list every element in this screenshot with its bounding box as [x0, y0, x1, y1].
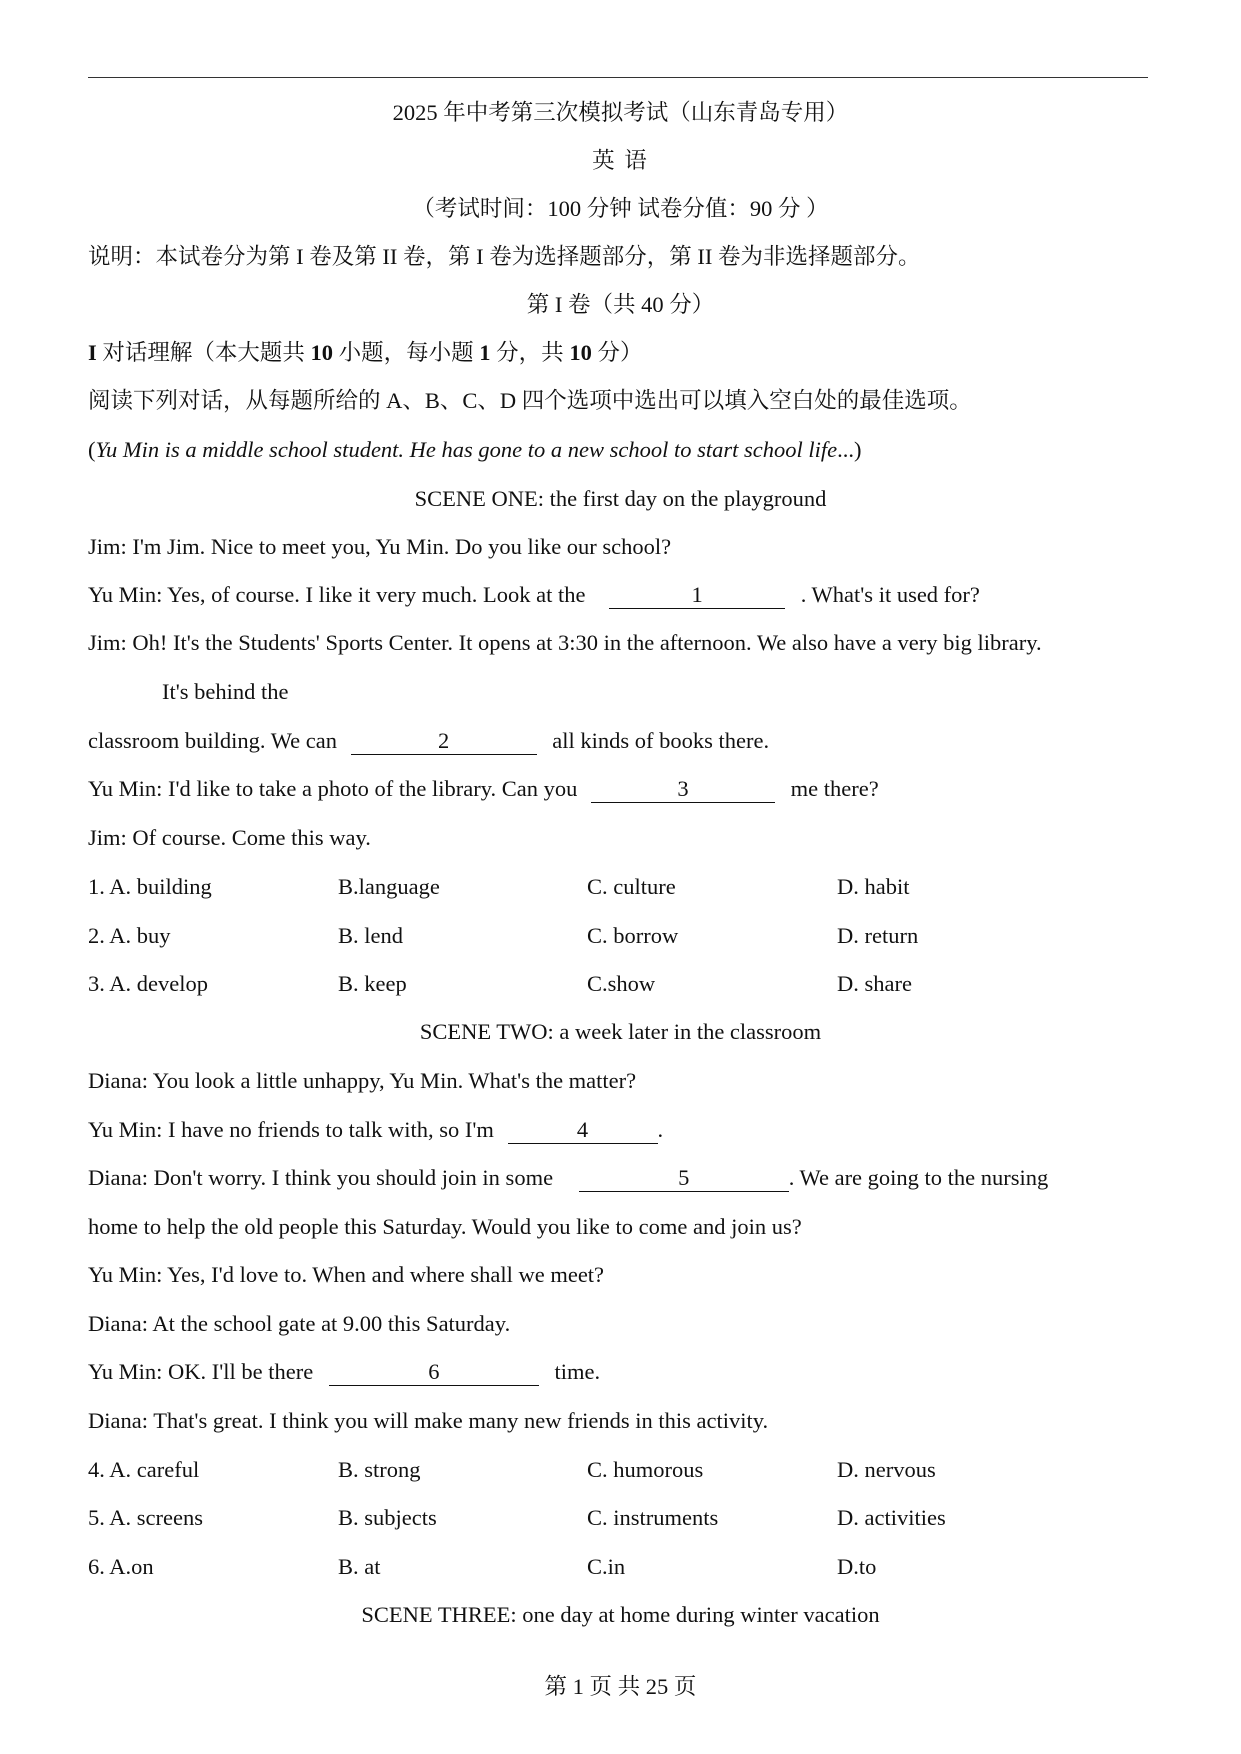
points-each: 1	[479, 340, 491, 365]
option-2b[interactable]: B. lend	[338, 923, 403, 948]
dialogue-line: Diana: At the school gate at 9.00 this Saturday.	[88, 1311, 511, 1336]
option-2a[interactable]: 2. A. buy	[88, 923, 171, 948]
dialogue-intro	[88, 435, 862, 465]
option-3c[interactable]: C.show	[587, 971, 656, 996]
exam-note: 说明：本试卷分为第 I 卷及第 II 卷，第 I 卷为选择题部分，第 II 卷为非选择题部分。	[88, 244, 921, 269]
part-title: 第 I 卷（共 40 分）	[526, 292, 715, 317]
blank-2[interactable]: 2	[351, 728, 537, 755]
dialogue-text: Yu Min: I have no friends to talk with, so I'm	[88, 1117, 494, 1142]
option-4d[interactable]: D. nervous	[837, 1457, 936, 1482]
scene-three-title: SCENE THREE: one day at home during winter vacation	[361, 1602, 880, 1627]
option-6b[interactable]: B. at	[338, 1554, 381, 1579]
dialogue-text: .	[657, 1117, 664, 1142]
dialogue-line: Jim: I'm Jim. Nice to meet you, Yu Min. Do you like our school?	[88, 534, 672, 559]
dialogue-line	[88, 774, 879, 804]
question-count: 10	[310, 340, 334, 365]
page-number: 第 1 页 共 25 页	[544, 1674, 697, 1699]
intro-text: Yu Min is a middle school student. He has gone to a new school to start school life	[95, 437, 838, 462]
dialogue-line: Jim: Of course. Come this way.	[88, 825, 371, 850]
section-heading-text: 分）	[597, 340, 643, 365]
dialogue-line: Diana: You look a little unhappy, Yu Min. What's the matter?	[88, 1068, 637, 1093]
intro-paren: ...)	[837, 437, 862, 462]
option-1d[interactable]: D. habit	[837, 874, 910, 899]
dialogue-text: Yu Min: OK. I'll be there	[88, 1359, 314, 1384]
option-6d[interactable]: D.to	[837, 1554, 877, 1579]
dialogue-line	[88, 1115, 663, 1145]
dialogue-line: Yu Min: Yes, I'd love to. When and where shall we meet?	[88, 1262, 605, 1287]
section-heading-text: 分，共	[496, 340, 564, 365]
dialogue-line	[88, 1357, 600, 1387]
dialogue-line: It's behind the	[162, 679, 289, 704]
dialogue-line	[88, 580, 980, 610]
blank-4[interactable]: 4	[508, 1117, 658, 1144]
section-heading-text: 小题，每小题	[338, 340, 474, 365]
option-6c[interactable]: C.in	[587, 1554, 626, 1579]
option-1a[interactable]: 1. A. building	[88, 874, 212, 899]
section-heading	[88, 338, 642, 368]
intro-paren: (	[88, 437, 96, 462]
dialogue-line	[88, 1163, 1048, 1193]
exam-info: （考试时间：100 分钟 试卷分值：90 分 ）	[412, 196, 829, 221]
dialogue-text: Diana: Don't worry. I think you should join in some	[88, 1165, 554, 1190]
option-3b[interactable]: B. keep	[338, 971, 407, 996]
blank-1[interactable]: 1	[609, 582, 785, 609]
option-5d[interactable]: D. activities	[837, 1505, 946, 1530]
section-heading-text: 对话理解（本大题共	[102, 340, 305, 365]
blank-3[interactable]: 3	[591, 776, 775, 803]
section-number: I	[88, 340, 97, 365]
option-2d[interactable]: D. return	[837, 923, 919, 948]
dialogue-line: Jim: Oh! It's the Students' Sports Center. It opens at 3:30 in the afternoon. We also have a very big library.	[88, 630, 1042, 655]
points-total: 10	[569, 340, 592, 365]
subject-title: 英 语	[592, 148, 649, 173]
option-1c[interactable]: C. culture	[587, 874, 676, 899]
option-6a[interactable]: 6. A.on	[88, 1554, 154, 1579]
option-4c[interactable]: C. humorous	[587, 1457, 704, 1482]
blank-5[interactable]: 5	[579, 1165, 789, 1192]
dialogue-text: time.	[554, 1359, 601, 1384]
scene-two-title: SCENE TWO: a week later in the classroom	[419, 1019, 822, 1044]
dialogue-text: me there?	[790, 776, 879, 801]
option-5a[interactable]: 5. A. screens	[88, 1505, 203, 1530]
instruction: 阅读下列对话，从每题所给的 A、B、C、D 四个选项中选出可以填入空白处的最佳选项。	[88, 388, 972, 413]
dialogue-line: home to help the old people this Saturday. Would you like to come and join us?	[88, 1214, 802, 1239]
scene-one-title: SCENE ONE: the first day on the playground	[414, 486, 827, 511]
option-5c[interactable]: C. instruments	[587, 1505, 719, 1530]
option-2c[interactable]: C. borrow	[587, 923, 679, 948]
option-4a[interactable]: 4. A. careful	[88, 1457, 200, 1482]
dialogue-text: . What's it used for?	[800, 582, 980, 607]
blank-6[interactable]: 6	[329, 1359, 539, 1386]
dialogue-text: classroom building. We can	[88, 728, 337, 753]
dialogue-text: Yu Min: Yes, of course. I like it very much. Look at the	[88, 582, 586, 607]
option-4b[interactable]: B. strong	[338, 1457, 421, 1482]
option-1b[interactable]: B.language	[338, 874, 440, 899]
dialogue-text: all kinds of books there.	[552, 728, 770, 753]
option-3a[interactable]: 3. A. develop	[88, 971, 208, 996]
dialogue-text: . We are going to the nursing	[788, 1165, 1049, 1190]
dialogue-text: Yu Min: I'd like to take a photo of the library. Can you	[88, 776, 578, 801]
option-5b[interactable]: B. subjects	[338, 1505, 437, 1530]
top-rule	[88, 77, 1148, 78]
dialogue-line	[88, 726, 769, 756]
dialogue-line: Diana: That's great. I think you will make many new friends in this activity.	[88, 1408, 769, 1433]
option-3d[interactable]: D. share	[837, 971, 912, 996]
exam-title: 2025 年中考第三次模拟考试（山东青岛专用）	[392, 100, 849, 125]
